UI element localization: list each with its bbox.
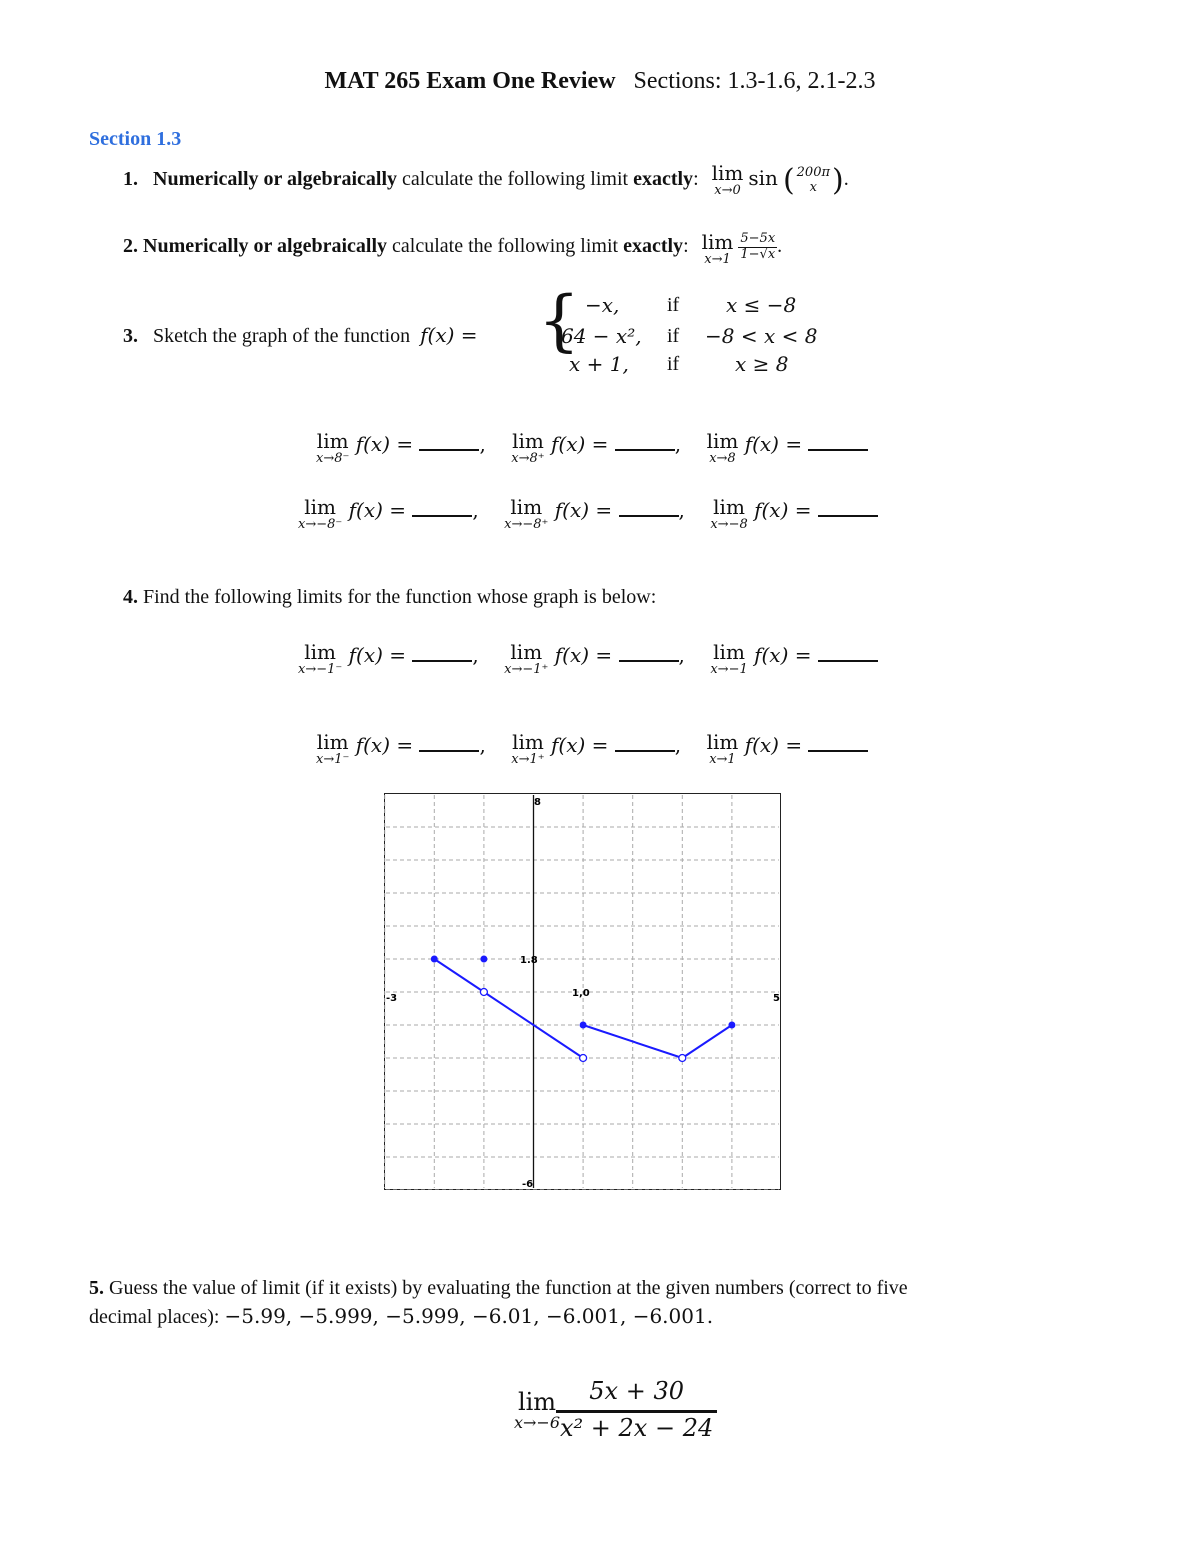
lim-sub: x→−8⁻ [298, 517, 343, 532]
q1-func: sin [748, 166, 778, 191]
lim-expr: f(x) = [744, 432, 803, 456]
q1-num: 200π [796, 164, 831, 180]
answer-blank[interactable] [419, 732, 479, 752]
closed-point [728, 1022, 735, 1029]
lim-expr: f(x) = [554, 498, 613, 522]
lim-expr: f(x) = [348, 498, 407, 522]
q2-bold: Numerically or algebraically [143, 235, 388, 258]
q3-r2-lim-2 [504, 497, 548, 531]
sep: , [479, 432, 486, 456]
lim-word: lim [316, 429, 349, 453]
q3-r1-lim-1 [316, 431, 349, 465]
lim-expr: f(x) = [744, 733, 803, 757]
answer-blank[interactable] [808, 431, 868, 451]
q5-lim-word: lim [517, 1387, 557, 1416]
q4-r1-lim-2 [504, 642, 548, 676]
q1-lim-sub: x→0 [714, 183, 741, 198]
q1-lim [712, 163, 744, 197]
lim-sub: x→1⁻ [316, 752, 350, 767]
lim-expr: f(x) = [355, 432, 414, 456]
open-point [580, 1055, 587, 1062]
q5-text: Guess the value of limit (if it exists) by evaluating the function at the given numbers (correct to five [109, 1277, 908, 1299]
q2-end: . [777, 235, 783, 258]
q3-r2-lim-3 [710, 497, 747, 531]
answer-blank[interactable] [412, 497, 472, 517]
answer-blank[interactable] [419, 431, 479, 451]
lim-word: lim [706, 429, 739, 453]
lim-sub: x→1⁺ [511, 752, 545, 767]
sep: , [674, 432, 682, 456]
q4-text: Find the following limits for the function whose graph is below: [143, 586, 657, 608]
lim-expr: f(x) = [348, 643, 407, 667]
q3-brace: { [538, 282, 580, 359]
q1-frac [795, 166, 832, 196]
sep: , [472, 498, 479, 522]
sections-label: Sections: 1.3-1.6, 2.1-2.3 [633, 68, 876, 94]
q3-limits-row-2 [298, 497, 878, 531]
q1-lim-word: lim [711, 161, 744, 185]
y-top-label: 8 [534, 797, 541, 808]
sep: , [678, 498, 685, 522]
sep: , [479, 733, 486, 757]
q2-text: calculate the following limit [392, 235, 619, 258]
q2-number: 2. [123, 235, 138, 258]
q4-number: 4. [123, 586, 138, 608]
lim-sub: x→1 [709, 752, 736, 767]
q4-r2-lim-1 [316, 732, 349, 766]
q3-r2-lim-1 [298, 497, 342, 531]
q2-colon: : [683, 235, 689, 258]
lim-expr: f(x) = [551, 432, 609, 456]
q3-piece-1-expr: −x, [585, 293, 620, 317]
q2-lim-word: lim [701, 230, 734, 254]
q2-num: 5−5x [740, 231, 776, 246]
question-4 [123, 586, 656, 609]
q3-piece-2-expr: 64 − x², [561, 324, 642, 348]
lim-expr: f(x) = [355, 733, 414, 757]
lim-sub: x→8⁺ [511, 451, 545, 466]
lim-word: lim [510, 640, 543, 664]
answer-blank[interactable] [615, 431, 675, 451]
answer-blank[interactable] [619, 642, 679, 662]
q2-frac [738, 232, 777, 263]
function-graph [384, 793, 781, 1190]
lim-sub: x→8 [709, 451, 736, 466]
q1-paren-open: ( [782, 163, 795, 198]
q1-text: calculate the following limit [402, 168, 629, 191]
lim-word: lim [510, 495, 543, 519]
q2-exactly: exactly [623, 235, 684, 258]
q5-values: −5.99, −5.999, −5.999, −6.01, −6.001, −6.001. [224, 1304, 714, 1328]
q4-limits-row-2 [316, 732, 868, 766]
q3-fx: f(x) = [420, 323, 478, 347]
sep: , [674, 733, 682, 757]
q2-den: 1−√x [740, 246, 776, 262]
q3-number: 3. [123, 325, 138, 347]
question-1 [123, 163, 849, 198]
q5-num: 5x + 30 [556, 1378, 717, 1413]
q3-piece-3-if: if [667, 353, 680, 375]
lim-expr: f(x) = [754, 498, 812, 522]
q1-colon: : [693, 168, 699, 191]
answer-blank[interactable] [619, 497, 679, 517]
lim-word: lim [512, 730, 544, 754]
q3-piece-3-expr: x + 1, [569, 352, 629, 376]
lim-word: lim [706, 730, 739, 754]
q3-limits-row-1 [316, 431, 868, 465]
lim-expr: f(x) = [551, 733, 609, 757]
q4-limits-row-1 [298, 642, 878, 676]
section-heading: Section 1.3 [89, 128, 182, 150]
q3-piece-2-cond: −8 < x < 8 [705, 324, 818, 348]
q5-den: x² + 2x − 24 [560, 1413, 714, 1442]
course-title: MAT 265 Exam One Review [324, 68, 616, 94]
q3-piece-3-cond: x ≥ 8 [735, 352, 789, 376]
q1-end: . [843, 168, 849, 191]
x-left-label: -3 [386, 993, 398, 1004]
lim-word: lim [512, 429, 544, 453]
closed-point [580, 1022, 587, 1029]
sep: , [472, 643, 479, 667]
q3-text: Sketch the graph of the function [153, 325, 411, 347]
q1-number: 1. [123, 168, 138, 191]
lim-sub: x→8⁻ [316, 451, 350, 466]
q5-limit-expression [514, 1378, 717, 1442]
q3-piece-1 [585, 293, 619, 317]
answer-blank[interactable] [808, 732, 868, 752]
q3-r1-lim-2 [511, 431, 544, 465]
q1-paren-close: ) [832, 163, 844, 198]
open-point [480, 989, 487, 996]
lim-word: lim [316, 730, 349, 754]
q1-den: x [809, 179, 817, 195]
q4-r1-lim-3 [710, 642, 747, 676]
q5-text2: decimal places): [89, 1306, 220, 1328]
q3-piece-1-cond: x ≤ −8 [726, 293, 797, 317]
q3-piece-1-if: if [667, 294, 680, 316]
lim-word: lim [713, 640, 745, 664]
lim-sub: x→−1⁻ [298, 662, 343, 677]
lim-sub: x→−1⁺ [504, 662, 549, 677]
q5-lim-sub: x→−6 [514, 1412, 561, 1432]
y-bottom-label: -6 [522, 1179, 534, 1190]
q3-r1-lim-3 [707, 431, 739, 465]
q4-r2-lim-2 [511, 732, 544, 766]
question-3 [123, 323, 478, 348]
q1-exactly: exactly [633, 168, 694, 191]
q2-lim [702, 232, 734, 266]
page-title [0, 68, 1200, 95]
q5-lim [514, 1387, 561, 1432]
lim-word: lim [713, 495, 745, 519]
answer-blank[interactable] [615, 732, 675, 752]
question-5 [89, 1274, 908, 1331]
answer-blank[interactable] [818, 497, 878, 517]
closed-point [480, 956, 487, 963]
point-label-a: 1.8 [520, 955, 538, 966]
question-2 [123, 232, 782, 266]
q4-r2-lim-3 [707, 732, 739, 766]
lim-expr: f(x) = [754, 643, 812, 667]
x-right-label: 5 [773, 993, 780, 1004]
q5-number: 5. [89, 1277, 104, 1299]
point-label-b: 1,0 [572, 988, 590, 999]
lim-expr: f(x) = [554, 643, 613, 667]
lim-sub: x→−8⁺ [504, 517, 549, 532]
lim-sub: x→−1 [710, 662, 748, 677]
sep: , [678, 643, 685, 667]
q5-frac [556, 1378, 717, 1442]
q1-bold: Numerically or algebraically [153, 168, 398, 191]
q3-piece-2-if: if [667, 325, 680, 347]
q2-lim-sub: x→1 [704, 252, 731, 267]
answer-blank[interactable] [818, 642, 878, 662]
lim-word: lim [304, 640, 336, 664]
lim-word: lim [304, 495, 336, 519]
lim-sub: x→−8 [710, 517, 748, 532]
closed-point [431, 956, 438, 963]
q4-r1-lim-1 [298, 642, 342, 676]
open-point [679, 1055, 686, 1062]
answer-blank[interactable] [412, 642, 472, 662]
